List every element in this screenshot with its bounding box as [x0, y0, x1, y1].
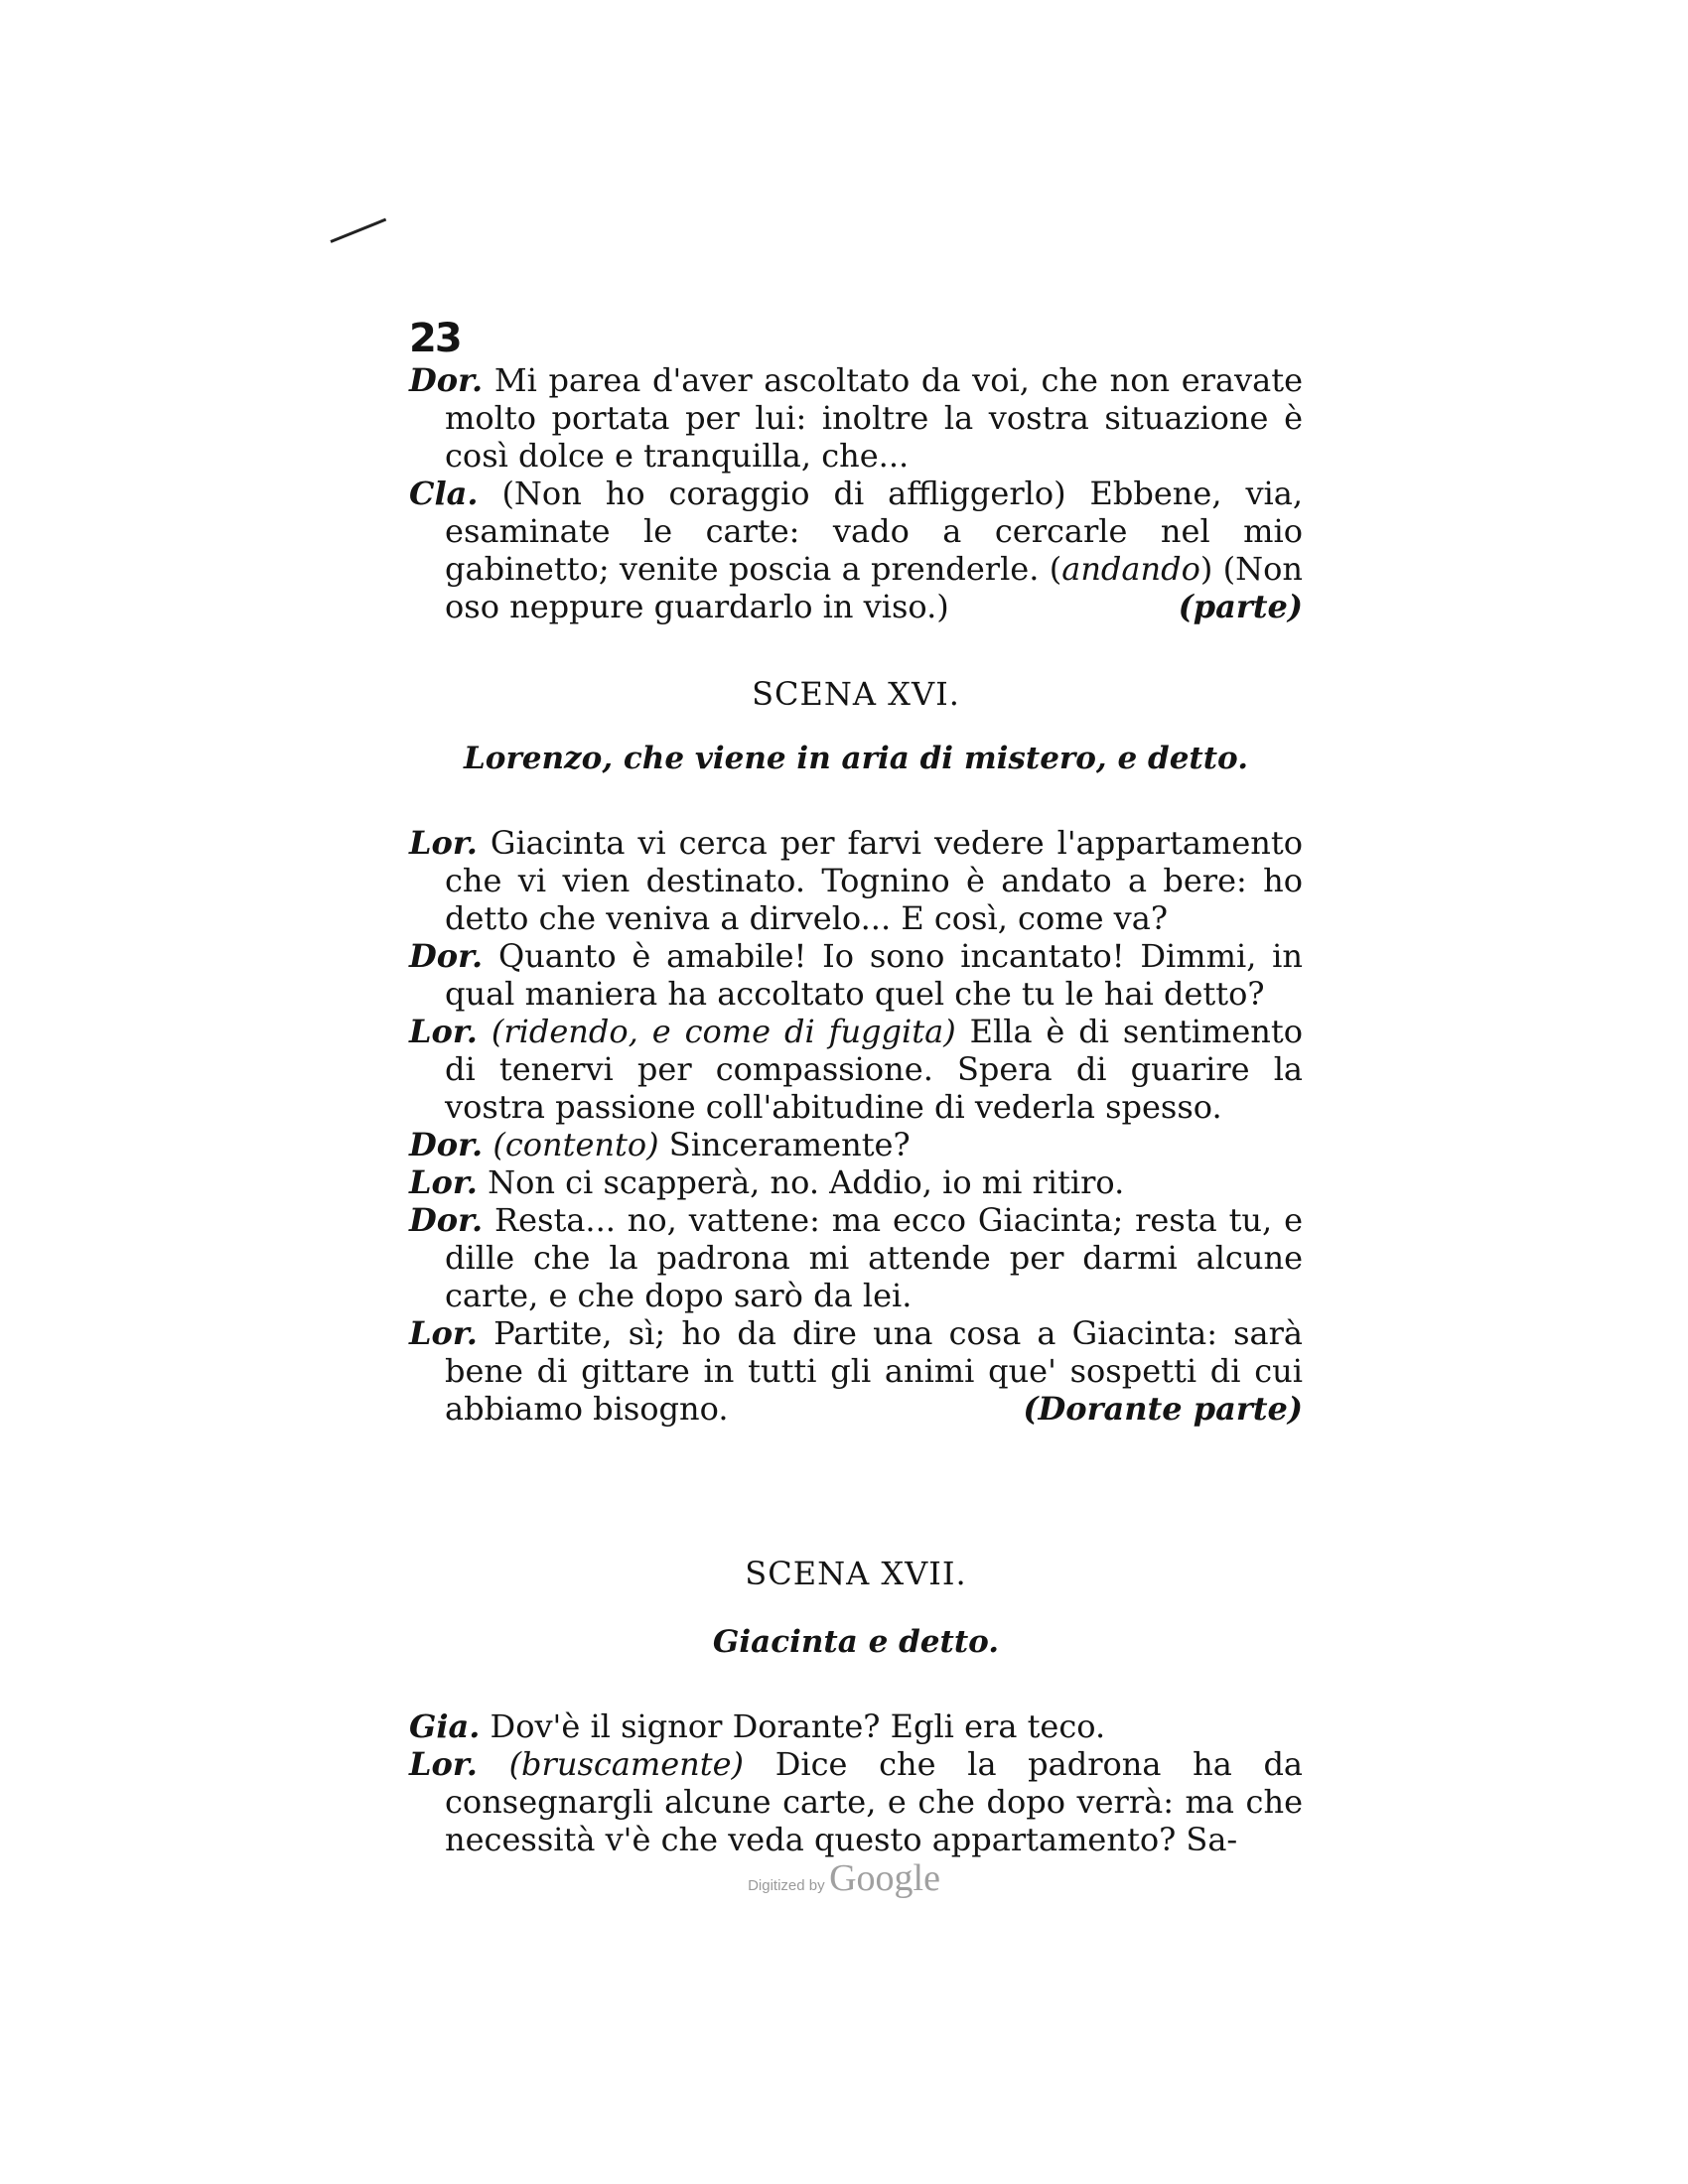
speech-lor-1 — [409, 824, 1303, 937]
scene-17-characters: Giacinta e detto. — [712, 1624, 1000, 1660]
scene-16-title: SCENA XVI. — [752, 675, 960, 713]
speaker-label: Lor. — [409, 824, 478, 862]
speech-text: Partite, sì; ho da dire una cosa a Giacinta: sarà bene di gittare in tutti gli animi que' sospetti di cui abbiamo bisogno. — [445, 1314, 1304, 1428]
speaker-label: Dor. — [409, 1126, 484, 1163]
speaker-label: Gia. — [409, 1707, 481, 1745]
speaker-label: Lor. — [409, 1013, 478, 1050]
stage-direction: (bruscamente) — [508, 1745, 745, 1783]
scene-17-title: SCENA XVII. — [745, 1555, 967, 1592]
page-number: 23 — [409, 316, 461, 361]
speech-dor-2 — [409, 937, 1303, 1013]
dialogue-block-1 — [409, 361, 1303, 625]
speaker-label: Lor. — [409, 1163, 478, 1201]
digitized-watermark — [0, 1856, 1688, 1900]
stage-direction: (contento) — [492, 1126, 659, 1163]
speech-dor-1 — [409, 361, 1303, 475]
speech-text: Quanto è amabile! Io sono incantato! Dimmi, in qual maniera ha accoltato quel che tu le hai detto? — [445, 937, 1304, 1013]
speech-lor-5 — [409, 1745, 1303, 1858]
speech-text: Sinceramente? — [668, 1126, 911, 1163]
stage-direction: andando — [1061, 550, 1200, 588]
speech-text: Giacinta vi cerca per farvi vedere l'appartamento che vi vien destinato. Tognino è andato a bere: ho detto che veniva a dirvelo... E così, come va? — [445, 824, 1304, 937]
dialogue-block-2 — [409, 824, 1303, 1428]
speech-lor-4 — [409, 1314, 1303, 1428]
speech-lor-2 — [409, 1013, 1303, 1126]
speaker-label: Dor. — [409, 1201, 484, 1239]
exit-direction: (Dorante parte) — [1023, 1390, 1303, 1428]
speech-text: Dice che la padrona ha da consegnargli alcune carte, e che dopo verrà: ma che necessità v'è che veda questo appartamento? Sa- — [445, 1745, 1304, 1858]
speaker-label: Cla. — [409, 475, 479, 512]
exit-direction: (parte) — [1178, 588, 1303, 625]
scan-mark — [330, 218, 386, 243]
stage-direction: (ridendo, e come di fuggita) — [491, 1013, 956, 1050]
speech-dor-3 — [409, 1126, 1303, 1163]
speech-cla-1: Cla. (Non ho coraggio di affliggerlo) Ebbene, via, esaminate le carte: vado a cercarle nel mio gabinetto; venite poscia a prenderle. (andando) (Non oso neppure guardarlo in viso.) (parte) — [409, 475, 1304, 625]
speech-gia-1 — [409, 1707, 1303, 1745]
speech-text: Mi parea d'aver ascoltato da voi, che non eravate molto portata per lui: inoltre la vostra situazione è così dolce e tranquilla, che... — [445, 361, 1304, 475]
speech-text: Non ci scapperà, no. Addio, io mi ritiro. — [488, 1163, 1125, 1201]
speaker-label: Lor. — [409, 1745, 478, 1783]
speaker-label: Dor. — [409, 937, 484, 975]
dialogue-block-3 — [409, 1707, 1303, 1858]
speech-lor-3 — [409, 1163, 1303, 1201]
speaker-label: Lor. — [409, 1314, 478, 1352]
speech-text: Ella è di sentimento di tenervi per compassione. Spera di guarire la vostra passione coll'abitudine di vederla spesso. — [445, 1013, 1304, 1126]
scene-16-characters: Lorenzo, che viene in aria di mistero, e detto. — [463, 741, 1248, 776]
google-logo: Google — [829, 1857, 940, 1899]
speech-text: Dov'è il signor Dorante? Egli era teco. — [490, 1707, 1106, 1745]
speech-dor-4 — [409, 1201, 1303, 1314]
speech-text: (Non oso neppure guardarlo in viso.) — [445, 550, 1304, 625]
speech-text: Resta... no, vattene: ma ecco Giacinta; resta tu, e dille che la padrona mi attende per darmi alcune carte, e che dopo sarò da lei. — [445, 1201, 1304, 1314]
speech-text: (Non ho coraggio di affliggerlo) Ebbene, via, esaminate le carte: vado a cercarle nel mio gabinetto; venite poscia a prenderle. — [445, 475, 1304, 588]
digitized-label: Digitized by — [748, 1877, 825, 1894]
speaker-label: Dor. — [409, 361, 484, 399]
